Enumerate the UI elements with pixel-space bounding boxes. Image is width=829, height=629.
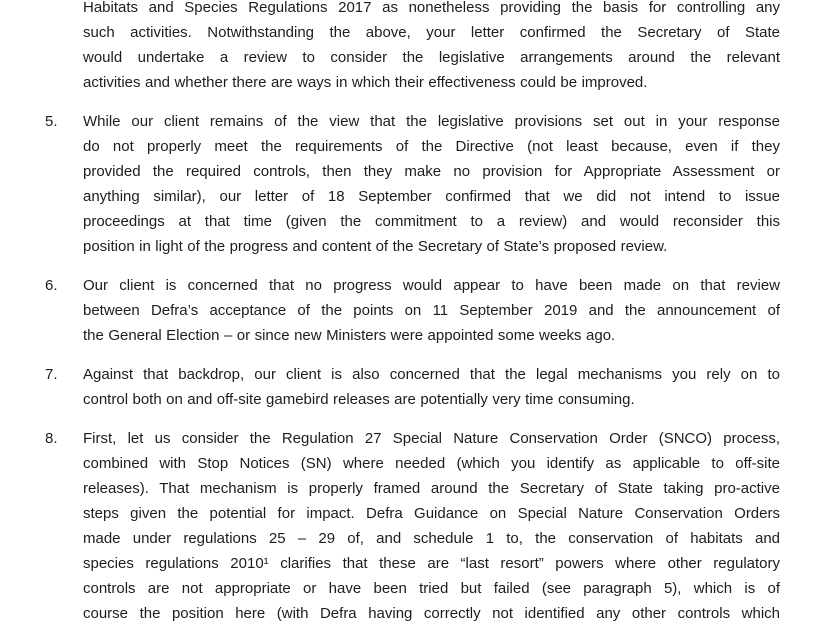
text-line: Against that backdrop, our client is also concerned that the legal mechanisms you rely on to: [83, 366, 780, 383]
text-line: do not properly meet the requirements of the Directive (not least because, even if they: [83, 138, 780, 155]
text-line-footnote-ref: species regulations 2010¹ clarifies that these are “last resort” powers where other regulatory: [83, 555, 780, 572]
text-line: course the position here (with Defra having correctly not identified any other controls which: [83, 605, 780, 622]
paragraph-number: 7.: [45, 366, 58, 383]
paragraph-body: [83, 426, 780, 626]
paragraph-number: 5.: [45, 113, 58, 130]
paragraph-body: [83, 0, 780, 95]
paragraph-5: [45, 109, 780, 259]
text-line: Habitats and Species Regulations 2017 as nonetheless providing the basis for controlling any: [83, 0, 780, 16]
text-line: anything similar), our letter of 18 September confirmed that we did not intend to issue: [83, 188, 780, 205]
paragraph-6: [45, 273, 780, 348]
text-line: steps given the potential for impact. Defra Guidance on Special Nature Conservation Orders: [83, 505, 780, 522]
text-line: releases). That mechanism is properly framed around the Secretary of State taking pro-active: [83, 480, 780, 497]
text-line: control both on and off-site gamebird releases are potentially very time consuming.: [83, 391, 635, 408]
paragraph-body: [83, 109, 780, 259]
document-page: [45, 0, 780, 626]
text-line: combined with Stop Notices (SN) where needed (which you identify as applicable to off-site: [83, 455, 780, 472]
paragraph-body: [83, 273, 780, 348]
text-line: between Defra’s acceptance of the points on 11 September 2019 and the announcement of: [83, 302, 780, 319]
paragraph-number: [45, 0, 83, 95]
text-line: proceedings at that time (given the commitment to a review) and would reconsider this: [83, 213, 780, 230]
text-line: made under regulations 25 – 29 of, and schedule 1 to, the conservation of habitats and: [83, 530, 780, 547]
text-line: activities and whether there are ways in which their effectiveness could be improved.: [83, 74, 648, 91]
text-line: While our client remains of the view that the legislative provisions set out in your response: [83, 113, 780, 130]
paragraph-body: [83, 362, 780, 412]
paragraph-continuation: [45, 0, 780, 95]
text-line: the General Election – or since new Ministers were appointed some weeks ago.: [83, 327, 616, 344]
paragraph-7: [45, 362, 780, 412]
text-line: Our client is concerned that no progress would appear to have been made on that review: [83, 277, 780, 294]
text-line: controls are not appropriate or have been tried but failed (see paragraph 5), which is of: [83, 580, 780, 597]
text-line: position in light of the progress and content of the Secretary of State’s proposed review.: [83, 238, 668, 255]
paragraph-number: 8.: [45, 430, 58, 447]
text-line: such activities. Notwithstanding the above, your letter confirmed the Secretary of State: [83, 24, 780, 41]
text-line: First, let us consider the Regulation 27 Special Nature Conservation Order (SNCO) process,: [83, 430, 780, 447]
text-line: would undertake a review to consider the legislative arrangements around the relevant: [83, 49, 780, 66]
paragraph-number: 6.: [45, 277, 58, 294]
paragraph-8: [45, 426, 780, 626]
text-line: provided the required controls, then they make no provision for Appropriate Assessment or: [83, 163, 780, 180]
